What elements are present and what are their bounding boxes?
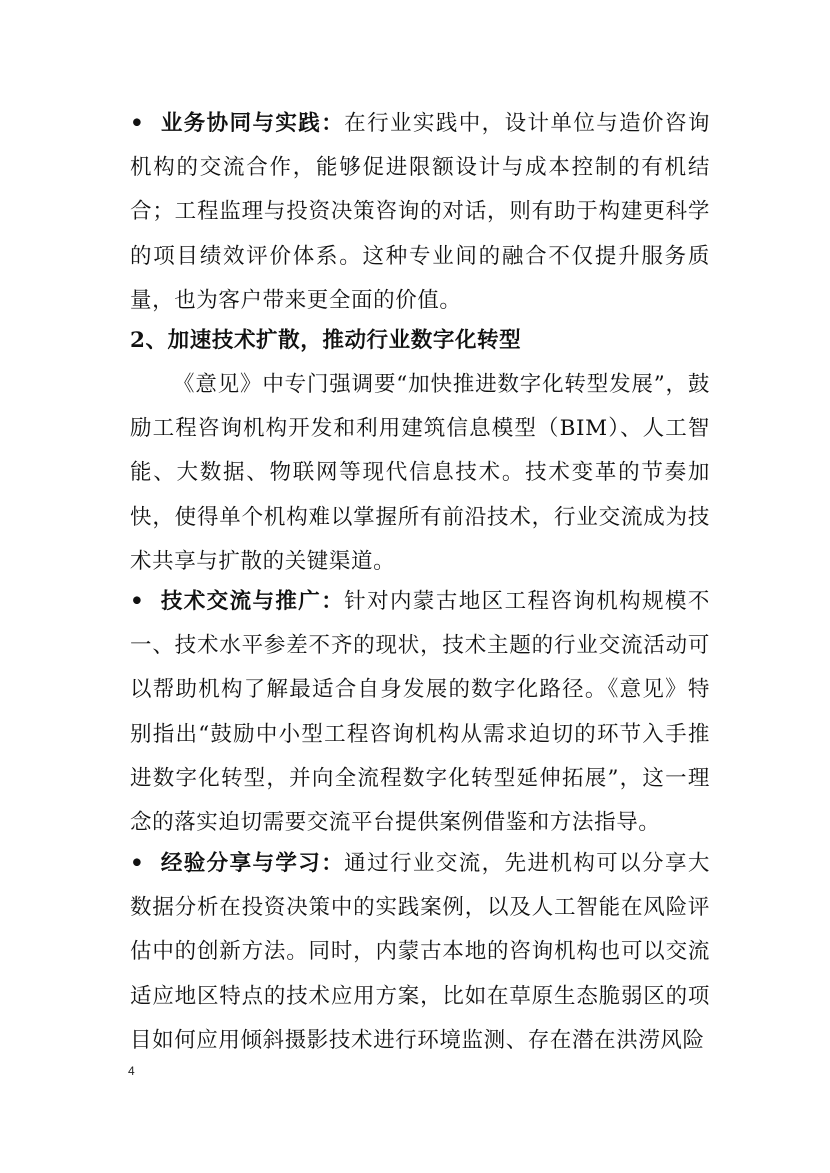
bullet-icon: • [130,111,145,136]
bullet-title: 业务协同与实践： [160,111,345,136]
bullet-title: 技术交流与推广： [160,589,345,614]
bullet-paragraph-experience-sharing [130,842,710,1063]
bullet-paragraph-tech-exchange [130,580,710,845]
body-paragraph-digital-transformation: 《意见》中专门强调要“加快推进数字化转型发展”，鼓励工程咨询机构开发和利用建筑信息模型（BIM）、人工智能、大数据、物联网等现代信息技术。技术变革的节奏加快，使得单个机构难以掌握所有前沿技术，行业交流成为技术共享与扩散的关键渠道。 [130,372,710,574]
bullet-title: 经验分享与学习： [160,851,345,876]
paragraph-text: 在行业实践中，设计单位与造价咨询机构的交流合作，能够促进限额设计与成本控制的有机结合；工程监理与投资决策咨询的对话，则有助于构建更科学的项目绩效评价体系。这种专业间的融合不仅提升服务质量，也为客户带来更全面的价值。 [130,111,710,313]
bullet-icon: • [130,851,145,876]
bullet-paragraph-business-collaboration [130,102,710,323]
bullet-icon: • [130,589,145,614]
paragraph-text: 针对内蒙古地区工程咨询机构规模不一、技术水平参差不齐的现状，技术主题的行业交流活动可以帮助机构了解最适合自身发展的数字化路径。《意见》特别指出“鼓励中小型工程咨询机构从需求迫切的环节入手推进数字化转型，并向全流程数字化转型延伸拓展”，这一理念的落实迫切需要交流平台提供案例借鉴和方法指导。 [130,589,710,836]
paragraph-text: 通过行业交流，先进机构可以分享大数据分析在投资决策中的实践案例，以及人工智能在风险评估中的创新方法。同时，内蒙古本地的咨询机构也可以交流适应地区特点的技术应用方案，比如在草原生态脆弱区的项目如何应用倾斜摄影技术进行环境监测、存在潜在洪涝风险 [130,851,710,1053]
page-number: 4 [128,1064,135,1078]
section-heading: 2、加速技术扩散，推动行业数字化转型 [130,328,522,353]
